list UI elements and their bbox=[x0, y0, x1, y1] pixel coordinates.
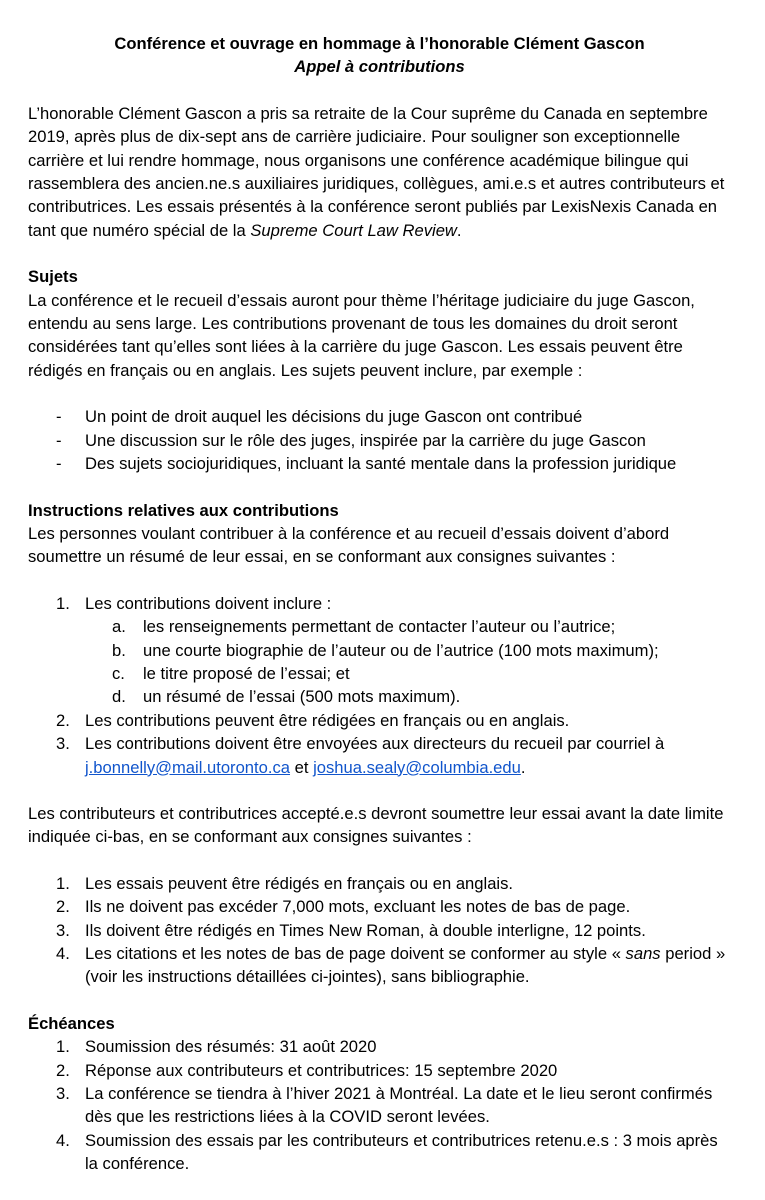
email-link-bonnelly[interactable]: j.bonnelly@mail.utoronto.ca bbox=[85, 757, 291, 777]
list-item: 2. Ils ne doivent pas excéder 7,000 mots, excluant les notes de bas de page. bbox=[56, 897, 631, 917]
list-item: d. un résumé de l’essai (500 mots maximum). bbox=[112, 687, 461, 707]
list-item: 3. Les contributions doivent être envoyées aux directeurs du recueil par courriel à j.bonnelly@mail.utoronto.ca et joshua.sealy@columbia.edu. bbox=[56, 734, 665, 777]
essay-requirements-list bbox=[28, 872, 731, 989]
deadlines-list bbox=[28, 1035, 731, 1175]
list-item: 2. Réponse aux contributeurs et contributrices: 15 septembre 2020 bbox=[56, 1060, 558, 1080]
topics-list bbox=[28, 405, 731, 475]
topics-heading: Sujets bbox=[28, 267, 78, 287]
document-subtitle: Appel à contributions bbox=[294, 57, 465, 77]
list-item: 4. Les citations et les notes de bas de page doivent se conformer au style « sans period » (voir les instructions détaillées ci-jointes), sans bibliographie. bbox=[56, 944, 726, 987]
instructions-paragraph: Les personnes voulant contribuer à la conférence et au recueil d’essais doivent d’abord soumettre un résumé de leur essai, en se conformant aux consignes suivantes : bbox=[28, 523, 670, 567]
list-item: a. les renseignements permettant de contacter l’auteur ou l’autrice; bbox=[112, 617, 616, 637]
list-item: b. une courte biographie de l’auteur ou de l’autrice (100 mots maximum); bbox=[112, 640, 659, 660]
instructions-heading: Instructions relatives aux contributions bbox=[28, 500, 339, 520]
list-item: 3. La conférence se tiendra à l’hiver 2021 à Montréal. La date et le lieu seront confirmés dès que les restrictions liées à la COVID seront levées. bbox=[56, 1084, 713, 1127]
contribution-contents-list bbox=[28, 615, 731, 709]
document-title: Conférence et ouvrage en hommage à l’honorable Clément Gascon bbox=[114, 34, 645, 53]
list-item: - Une discussion sur le rôle des juges, inspirée par la carrière du juge Gascon bbox=[56, 430, 646, 450]
list-item: 1. Soumission des résumés: 31 août 2020 bbox=[56, 1037, 377, 1057]
intro-paragraph: L’honorable Clément Gascon a pris sa retraite de la Cour suprême du Canada en septembre 2019, après plus de dix-sept ans de carrière judiciaire. Pour souligner son exceptionnelle carrière et lui rendre hommage, nous organisons une conférence académique bilingue qui rassemblera des ancien.ne.s auxiliaires juridiques, collègues, ami.e.s et autres contributeurs et contributrices. Les essais présentés à la conférence seront publiés par LexisNexis Canada en tant que numéro spécial de la Supreme Court Law Review. bbox=[28, 103, 725, 240]
topics-paragraph: La conférence et le recueil d’essais auront pour thème l’héritage judiciaire du juge Gascon, entendu au sens large. Les contributions provenant de tous les domaines du droit seront considérées tant qu’elles sont liées à la carrière du juge Gascon. Les essais peuvent être rédigés en français ou en anglais. Les sujets peuvent inclure, par exemple : bbox=[28, 290, 695, 380]
deadlines-heading: Échéances bbox=[28, 1013, 115, 1033]
email-link-sealy[interactable]: joshua.sealy@columbia.edu bbox=[313, 757, 521, 777]
instructions-list bbox=[28, 592, 731, 779]
list-item: c. le titre proposé de l’essai; et bbox=[112, 663, 350, 683]
list-item: 2. Les contributions peuvent être rédigées en français ou en anglais. bbox=[56, 710, 570, 730]
journal-name: Supreme Court Law Review bbox=[250, 220, 457, 240]
accepted-paragraph: Les contributeurs et contributrices accepté.e.s devront soumettre leur essai avant la date limite indiquée ci-bas, en se conformant aux consignes suivantes : bbox=[28, 803, 724, 847]
list-item: 1. Les contributions doivent inclure : a. les renseignements permettant de contacter l’auteur ou l’autrice; b. une courte biographie de l’auteur ou de l’autrice (100 mots maximum); c. le titre proposé de l’essai; et d. un résumé de l’essai (500 mots maximum). bbox=[28, 592, 731, 709]
list-item: - Un point de droit auquel les décisions du juge Gascon ont contribué bbox=[56, 407, 583, 427]
list-item: 1. Les essais peuvent être rédigés en français ou en anglais. bbox=[56, 873, 514, 893]
list-item: 4. Soumission des essais par les contributeurs et contributrices retenu.e.s : 3 mois après la conférence. bbox=[56, 1130, 718, 1174]
list-item: 3. Ils doivent être rédigés en Times New Roman, à double interligne, 12 points. bbox=[56, 920, 646, 940]
list-item: - Des sujets sociojuridiques, incluant la santé mentale dans la profession juridique bbox=[56, 454, 677, 474]
